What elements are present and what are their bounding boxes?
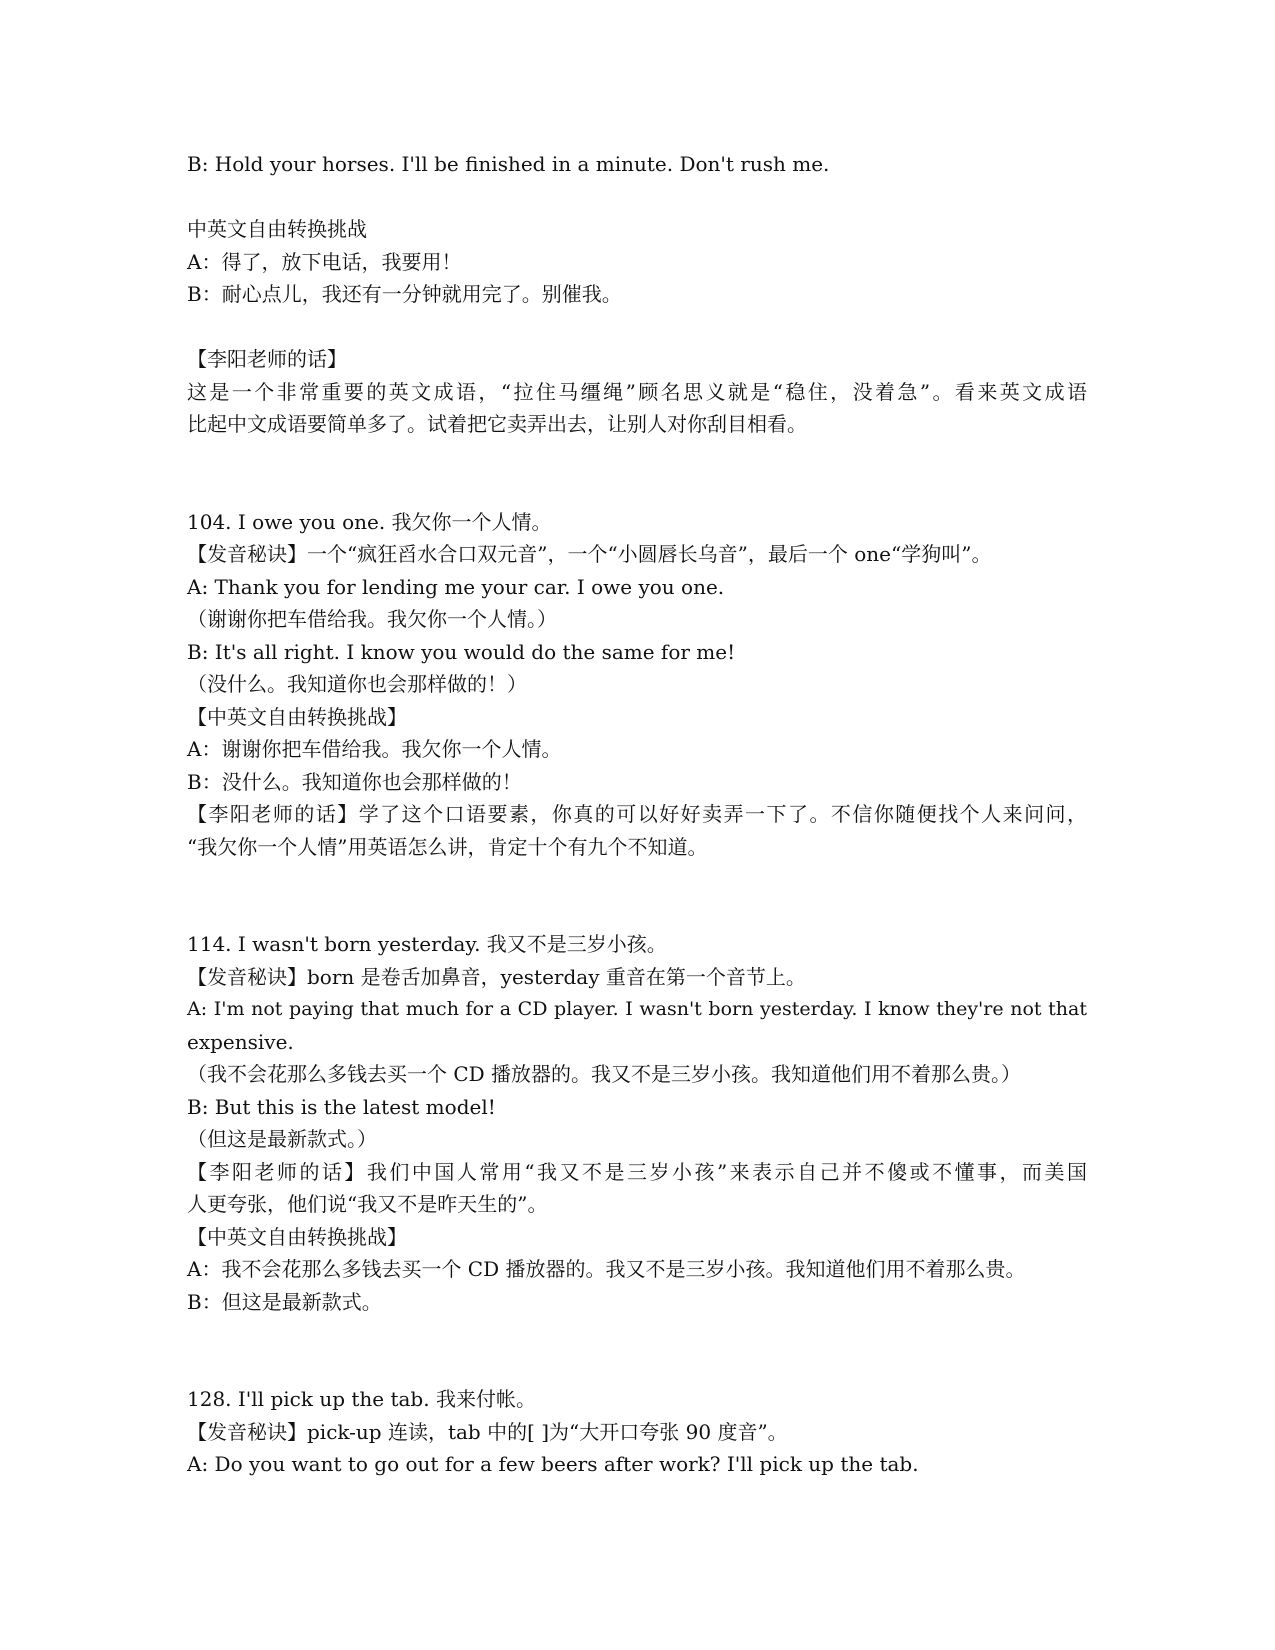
dialogue-a-english: A: I'm not paying that much for a CD player. I wasn't born yesterday. I know they're not that (187, 998, 1087, 1020)
spacer (187, 863, 1087, 928)
teacher-text-line: 这是一个非常重要的英文成语，“拉住马缰绳”顾名思义就是“稳住，没着急”。看来英文成语 (187, 379, 1087, 404)
challenge-b: B：耐心点儿，我还有一分钟就用完了。别催我。 (187, 282, 622, 306)
pronunciation-tip: 【发音秘诀】pick-up 连读，tab 中的[ ]为“大开口夸张 90 度音”。 (187, 1419, 788, 1444)
dialogue-a-english: A: Do you want to go out for a few beers after work? I'll pick up the tab. (187, 1452, 919, 1476)
entry-title-114: 114. I wasn't born yesterday. 我又不是三岁小孩。 (187, 932, 667, 956)
challenge-heading: 中英文自由转换挑战 (187, 217, 367, 241)
challenge-a: A：谢谢你把车借给我。我欠你一个人情。 (187, 737, 562, 761)
document-page (187, 148, 1087, 1481)
challenge-b: B：没什么。我知道你也会那样做的！ (187, 769, 522, 794)
spacer (187, 181, 1087, 214)
teacher-text-line: 比起中文成语要简单多了。试着把它卖弄出去，让别人对你刮目相看。 (187, 412, 807, 436)
spacer (187, 441, 1087, 506)
dialogue-b-english: B: But this is the latest model! (187, 1094, 496, 1119)
challenge-a: A：我不会花那么多钱去买一个 CD 播放器的。我又不是三岁小孩。我知道他们用不着那么贵。 (187, 1257, 1026, 1281)
challenge-b: B：但这是最新款式。 (187, 1289, 382, 1314)
teacher-text-line: 【李阳老师的话】学了这个口语要素，你真的可以好好卖弄一下了。不信你随便找个人来问问， (187, 802, 1087, 826)
entry-title-104: 104. I owe you one. 我欠你一个人情。 (187, 509, 552, 534)
dialogue-a-english-cont: expensive. (187, 1029, 294, 1054)
dialogue-a-chinese: （我不会花那么多钱去买一个 CD 播放器的。我又不是三岁小孩。我知道他们用不着那么贵。） (187, 1062, 1022, 1086)
dialogue-a-english: A: Thank you for lending me your car. I owe you one. (187, 574, 725, 599)
dialogue-b-english: B: Hold your horses. I'll be finished in a minute. Don't rush me. (187, 152, 830, 176)
spacer (187, 311, 1087, 344)
entry-title-128: 128. I'll pick up the tab. 我来付帐。 (187, 1387, 536, 1411)
spacer (187, 1318, 1087, 1383)
dialogue-b-chinese: （但这是最新款式。） (187, 1127, 377, 1151)
dialogue-a-chinese: （谢谢你把车借给我。我欠你一个人情。） (187, 607, 557, 631)
challenge-heading: 【中英文自由转换挑战】 (187, 704, 407, 729)
dialogue-b-english: B: It's all right. I know you would do the same for me! (187, 639, 736, 664)
teacher-text-line: “我欠你一个人情”用英语怎么讲，肯定十个有九个不知道。 (187, 834, 708, 859)
challenge-a: A：得了，放下电话，我要用！ (187, 249, 462, 274)
teacher-text-line: 【李阳老师的话】我们中国人常用“我又不是三岁小孩”来表示自己并不傻或不懂事，而美国 (187, 1159, 1087, 1184)
dialogue-b-chinese: （没什么。我知道你也会那样做的！） (187, 672, 527, 696)
teacher-text-line: 人更夸张，他们说“我又不是昨天生的”。 (187, 1192, 548, 1216)
pronunciation-tip: 【发音秘诀】born 是卷舌加鼻音，yesterday 重音在第一个音节上。 (187, 964, 806, 989)
teacher-heading: 【李阳老师的话】 (187, 347, 347, 371)
pronunciation-tip: 【发音秘诀】一个“疯狂舀水合口双元音”，一个“小圆唇长乌音”，最后一个 one“学狗叫”。 (187, 542, 992, 566)
challenge-heading: 【中英文自由转换挑战】 (187, 1224, 407, 1249)
